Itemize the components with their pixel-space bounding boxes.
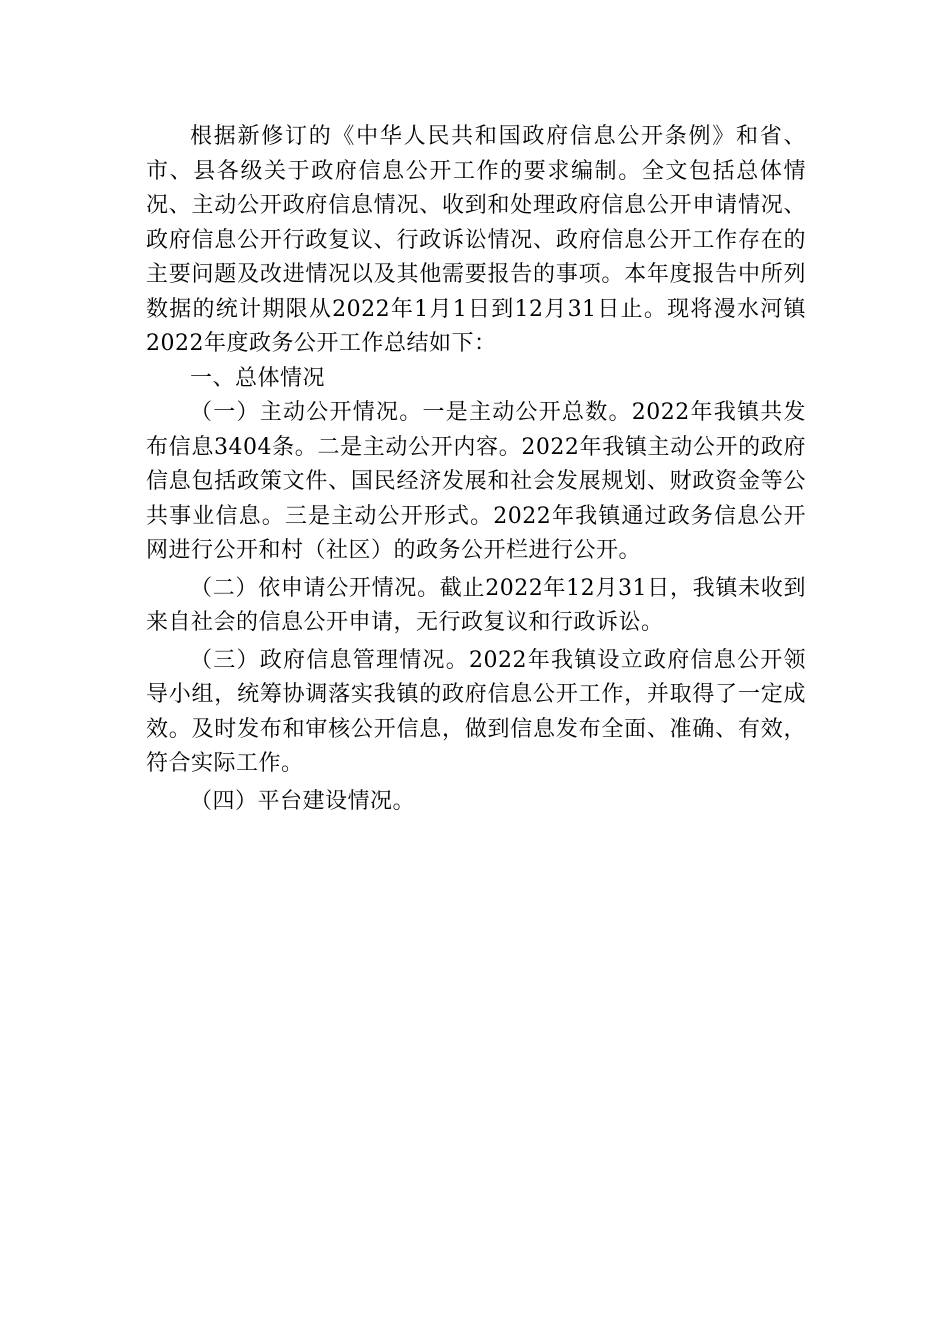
item-body: 一是主动公开总数。2022年我镇共发布信息3404条。二是主动公开内容。2022年我镇主动公开的政府信息包括政策文件、国民经济发展和社会发展规划、财政资金等公共事业信息。三是主动公开形式。2022年我镇通过政务信息公开网进行公开和村（社区）的政务公开栏进行公开。 [146, 400, 806, 563]
item-body: 截止2022年12月31日，我镇未收到来自社会的信息公开申请，无行政复议和行政诉讼。 [146, 575, 806, 635]
item-paragraph [146, 785, 806, 820]
item-body: 2022年我镇设立政府信息公开领导小组，统筹协调落实我镇的政府信息公开工作，并取得了一定成效。及时发布和审核公开信息，做到信息发布全面、准确、有效，符合实际工作。 [146, 647, 806, 776]
item-paragraph [146, 572, 806, 641]
item-paragraph [146, 396, 806, 569]
section-heading: 一、总体情况 [190, 365, 326, 391]
item-lead: （一）主动公开情况。 [190, 400, 423, 425]
intro-paragraph: 根据新修订的《中华人民共和国政府信息公开条例》和省、市、县各级关于政府信息公开工作的要求编制。全文包括总体情况、主动公开政府信息情况、收到和处理政府信息公开申请情况、政府信息公开行政复议、行政诉讼情况、政府信息公开工作存在的主要问题及改进情况以及其他需要报告的事项。本年度报告中所列数据的统计期限从2022年1月1日到12月31日止。现将漫水河镇2022年度政务公开工作总结如下： [146, 124, 806, 356]
item-paragraph [146, 644, 806, 782]
item-lead: （三）政府信息管理情况。 [190, 647, 469, 673]
item-lead: （二）依申请公开情况。 [190, 575, 440, 601]
item-lead: （四）平台建设情况。 [190, 788, 416, 814]
document-body [146, 120, 806, 819]
